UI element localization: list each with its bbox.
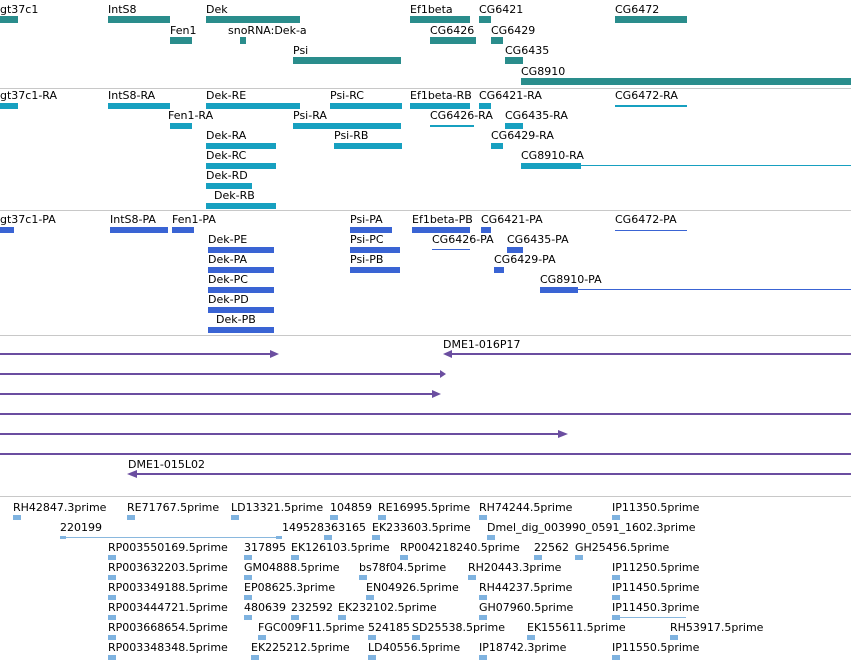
- est-label[interactable]: RH42847.3prime: [13, 501, 107, 514]
- clone-feature[interactable]: [0, 393, 434, 395]
- protein-label[interactable]: Dek-PD: [208, 293, 249, 306]
- est-feature[interactable]: [487, 535, 495, 540]
- est-label[interactable]: 480639: [244, 601, 286, 614]
- est-feature[interactable]: [612, 595, 620, 600]
- est-label[interactable]: IP11250.5prime: [612, 561, 700, 574]
- est-label[interactable]: LD40556.5prime: [368, 641, 461, 654]
- gene-label[interactable]: CG6435: [505, 44, 550, 57]
- transcript-label[interactable]: Dek-RA: [206, 129, 247, 142]
- clone-label[interactable]: DME1-016P17: [443, 338, 521, 351]
- protein-label[interactable]: CG6429-PA: [494, 253, 556, 266]
- gene-feature[interactable]: [615, 16, 687, 23]
- gene-feature[interactable]: [521, 78, 851, 85]
- transcript-feature[interactable]: [430, 125, 474, 127]
- gene-label[interactable]: CG6426: [430, 24, 475, 37]
- est-label[interactable]: 149528: [282, 521, 324, 534]
- protein-feature[interactable]: [350, 267, 400, 273]
- protein-label[interactable]: CG8910-PA: [540, 273, 602, 286]
- transcript-label[interactable]: Psi-RC: [330, 89, 364, 102]
- clone-arrowhead: [440, 370, 446, 378]
- protein-label[interactable]: CG6421-PA: [481, 213, 543, 226]
- transcript-feature[interactable]: [170, 123, 192, 129]
- transcript-feature[interactable]: [521, 163, 581, 169]
- est-label[interactable]: IP18742.3prime: [479, 641, 567, 654]
- est-feature[interactable]: [612, 515, 620, 520]
- est-feature[interactable]: [108, 615, 116, 620]
- transcript-label[interactable]: IntS8-RA: [108, 89, 156, 102]
- est-track: [0, 497, 851, 663]
- est-label[interactable]: RP003668654.5prime: [108, 621, 228, 634]
- transcript-label[interactable]: Dek-RB: [214, 189, 255, 202]
- clone-feature[interactable]: [0, 453, 851, 455]
- transcript-feature[interactable]: [491, 143, 503, 149]
- est-label[interactable]: 104859: [330, 501, 372, 514]
- est-label[interactable]: EK233603.5prime: [372, 521, 471, 534]
- est-line: [66, 537, 276, 538]
- est-feature[interactable]: [575, 555, 583, 560]
- gene-label[interactable]: CG6421: [479, 3, 524, 16]
- est-feature[interactable]: [366, 595, 374, 600]
- clone-arrowhead: [443, 350, 452, 358]
- est-feature[interactable]: [372, 535, 380, 540]
- gene-label[interactable]: Ef1beta: [410, 3, 453, 16]
- protein-label[interactable]: Dek-PC: [208, 273, 248, 286]
- est-feature[interactable]: [338, 615, 346, 620]
- transcript-intron-line: [581, 165, 851, 166]
- est-label[interactable]: 524185: [368, 621, 410, 634]
- est-feature[interactable]: [108, 575, 116, 580]
- est-label[interactable]: 220199: [60, 521, 102, 534]
- transcript-label[interactable]: CG6472-RA: [615, 89, 678, 102]
- est-feature[interactable]: [291, 615, 299, 620]
- est-label[interactable]: RP004218240.5prime: [400, 541, 520, 554]
- transcript-label[interactable]: Psi-RB: [334, 129, 369, 142]
- protein-label[interactable]: Psi-PC: [350, 233, 384, 246]
- gene-label[interactable]: CG6472: [615, 3, 660, 16]
- protein-label[interactable]: IntS8-PA: [110, 213, 156, 226]
- est-feature[interactable]: [244, 615, 252, 620]
- est-feature[interactable]: [324, 535, 332, 540]
- clone-feature[interactable]: [0, 413, 851, 415]
- est-feature[interactable]: [276, 536, 282, 539]
- gene-label[interactable]: CG8910: [521, 65, 566, 78]
- transcript-feature[interactable]: [108, 103, 170, 109]
- est-line: [620, 617, 686, 618]
- est-label[interactable]: EK232102.5prime: [338, 601, 437, 614]
- protein-feature[interactable]: [110, 227, 168, 233]
- est-feature[interactable]: [612, 615, 620, 620]
- protein-feature[interactable]: [0, 227, 14, 233]
- clone-arrowhead: [270, 350, 279, 358]
- est-label[interactable]: GH07960.5prime: [479, 601, 574, 614]
- protein-label[interactable]: Psi-PB: [350, 253, 384, 266]
- est-feature[interactable]: [468, 575, 476, 580]
- protein-label[interactable]: gt37c1-PA: [0, 213, 56, 226]
- protein-track: [0, 211, 851, 335]
- est-label[interactable]: GH25456.5prime: [575, 541, 670, 554]
- transcript-feature[interactable]: [615, 105, 687, 107]
- est-label[interactable]: RP003349188.5prime: [108, 581, 228, 594]
- est-feature[interactable]: [534, 555, 542, 560]
- transcript-label[interactable]: gt37c1-RA: [0, 89, 58, 102]
- est-feature[interactable]: [612, 655, 620, 660]
- est-feature[interactable]: [527, 635, 535, 640]
- est-feature[interactable]: [258, 635, 266, 640]
- est-label[interactable]: EP08625.3prime: [244, 581, 336, 594]
- transcript-label[interactable]: Dek-RD: [206, 169, 248, 182]
- gene-feature[interactable]: [0, 16, 18, 23]
- est-label[interactable]: 22562: [534, 541, 569, 554]
- transcript-label[interactable]: Dek-RE: [206, 89, 247, 102]
- transcript-label[interactable]: Psi-RA: [293, 109, 327, 122]
- protein-label[interactable]: Dek-PB: [216, 313, 256, 326]
- est-feature[interactable]: [244, 595, 252, 600]
- est-label[interactable]: 317895: [244, 541, 286, 554]
- gene-label[interactable]: IntS8: [108, 3, 137, 16]
- gene-label[interactable]: Fen1: [170, 24, 197, 37]
- est-feature[interactable]: [244, 575, 252, 580]
- est-label[interactable]: EK155611.5prime: [527, 621, 626, 634]
- est-feature[interactable]: [108, 635, 116, 640]
- gene-label[interactable]: snoRNA:Dek-a: [228, 24, 307, 37]
- protein-label[interactable]: CG6435-PA: [507, 233, 569, 246]
- est-label[interactable]: IP11450.3prime: [612, 601, 700, 614]
- est-label[interactable]: RP003444721.5prime: [108, 601, 228, 614]
- clone-feature[interactable]: [0, 373, 442, 375]
- transcript-feature[interactable]: [334, 143, 402, 149]
- est-feature[interactable]: [368, 655, 376, 660]
- est-feature[interactable]: [400, 555, 408, 560]
- gene-feature[interactable]: [108, 16, 170, 23]
- transcript-label[interactable]: Dek-RC: [206, 149, 247, 162]
- clone-feature[interactable]: [0, 433, 560, 435]
- est-feature[interactable]: [108, 595, 116, 600]
- protein-label[interactable]: Dek-PE: [208, 233, 248, 246]
- est-feature[interactable]: [251, 655, 259, 660]
- transcript-feature[interactable]: [0, 103, 18, 109]
- gene-feature[interactable]: [479, 16, 491, 23]
- est-label[interactable]: RH53917.5prime: [670, 621, 764, 634]
- est-label[interactable]: SD25538.5prime: [412, 621, 505, 634]
- gene-label[interactable]: CG6429: [491, 24, 536, 37]
- clone-arrowhead: [558, 430, 568, 438]
- transcript-label[interactable]: CG6429-RA: [491, 129, 554, 142]
- transcript-track: [0, 89, 851, 211]
- est-feature[interactable]: [291, 555, 299, 560]
- gene-feature[interactable]: [293, 57, 401, 64]
- est-feature[interactable]: [231, 515, 239, 520]
- est-label[interactable]: IP11550.5prime: [612, 641, 700, 654]
- transcript-label[interactable]: Fen1-RA: [168, 109, 214, 122]
- protein-label[interactable]: Psi-PA: [350, 213, 383, 226]
- est-label[interactable]: RH74244.5prime: [479, 501, 573, 514]
- est-feature[interactable]: [479, 515, 487, 520]
- gene-feature[interactable]: [505, 57, 523, 64]
- est-feature[interactable]: [127, 515, 135, 520]
- est-feature[interactable]: [412, 635, 420, 640]
- transcript-label[interactable]: CG6435-RA: [505, 109, 568, 122]
- gene-feature[interactable]: [491, 37, 503, 44]
- est-feature[interactable]: [368, 635, 376, 640]
- gene-track: [0, 0, 851, 88]
- transcript-label[interactable]: CG6421-RA: [479, 89, 542, 102]
- transcript-label[interactable]: Ef1beta-RB: [410, 89, 472, 102]
- est-label[interactable]: GM04888.5prime: [244, 561, 340, 574]
- transcript-feature[interactable]: [206, 103, 300, 109]
- protein-label[interactable]: CG6472-PA: [615, 213, 677, 226]
- gene-feature[interactable]: [240, 37, 246, 44]
- est-feature[interactable]: [244, 555, 252, 560]
- clone-arrowhead: [127, 470, 137, 478]
- protein-feature[interactable]: [615, 230, 687, 231]
- gene-feature[interactable]: [430, 37, 476, 44]
- gene-feature[interactable]: [410, 16, 470, 23]
- transcript-label[interactable]: CG6426-RA: [430, 109, 493, 122]
- protein-feature[interactable]: [172, 227, 194, 233]
- est-label[interactable]: LD13321.5prime: [231, 501, 324, 514]
- est-label[interactable]: 363165: [324, 521, 366, 534]
- est-label[interactable]: RP003348348.5prime: [108, 641, 228, 654]
- transcript-label[interactable]: CG8910-RA: [521, 149, 584, 162]
- est-feature[interactable]: [670, 635, 678, 640]
- gene-feature[interactable]: [170, 37, 192, 44]
- est-label[interactable]: EK225212.5prime: [251, 641, 350, 654]
- gene-label[interactable]: Psi: [293, 44, 309, 57]
- est-feature[interactable]: [13, 515, 21, 520]
- clone-label[interactable]: DME1-015L02: [128, 458, 205, 471]
- est-feature[interactable]: [479, 595, 487, 600]
- est-label[interactable]: RP003632203.5prime: [108, 561, 228, 574]
- protein-label[interactable]: Fen1-PA: [172, 213, 216, 226]
- transcript-feature[interactable]: [330, 103, 402, 109]
- clone-arrowhead: [432, 390, 441, 398]
- est-label[interactable]: EK126103.5prime: [291, 541, 390, 554]
- est-label[interactable]: RH20443.3prime: [468, 561, 562, 574]
- gene-label[interactable]: Dek: [206, 3, 228, 16]
- gene-label[interactable]: gt37c1: [0, 3, 39, 16]
- est-feature[interactable]: [612, 575, 620, 580]
- gene-feature[interactable]: [206, 16, 300, 23]
- protein-feature[interactable]: [432, 249, 470, 250]
- protein-label[interactable]: Ef1beta-PB: [412, 213, 473, 226]
- est-label[interactable]: RE71767.5prime: [127, 501, 220, 514]
- clone-feature[interactable]: [0, 353, 272, 355]
- est-label[interactable]: 232592: [291, 601, 333, 614]
- est-feature[interactable]: [479, 615, 487, 620]
- est-label[interactable]: RE16995.5prime: [378, 501, 471, 514]
- protein-label[interactable]: Dek-PA: [208, 253, 248, 266]
- est-feature[interactable]: [378, 515, 386, 520]
- est-label[interactable]: IP11450.5prime: [612, 581, 700, 594]
- protein-feature[interactable]: [494, 267, 504, 273]
- est-feature[interactable]: [479, 655, 487, 660]
- est-label[interactable]: Dmel_dig_003990_0591_1602.3prime: [487, 521, 696, 534]
- clone-feature[interactable]: [452, 353, 851, 355]
- est-label[interactable]: EN04926.5prime: [366, 581, 459, 594]
- protein-label[interactable]: CG6426-PA: [432, 233, 494, 246]
- est-label[interactable]: IP11350.5prime: [612, 501, 700, 514]
- est-feature[interactable]: [108, 655, 116, 660]
- est-feature[interactable]: [108, 555, 116, 560]
- est-feature[interactable]: [330, 515, 338, 520]
- clone-feature[interactable]: [136, 473, 851, 475]
- est-label[interactable]: RP003550169.5prime: [108, 541, 228, 554]
- est-label[interactable]: RH44237.5prime: [479, 581, 573, 594]
- protein-feature[interactable]: [208, 327, 274, 333]
- protein-intron-line: [578, 289, 851, 290]
- est-label[interactable]: bs78f04.5prime: [359, 561, 447, 574]
- transcript-feature[interactable]: [206, 203, 276, 209]
- est-feature[interactable]: [359, 575, 367, 580]
- clone-track: [0, 336, 851, 496]
- est-label[interactable]: FGC009F11.5prime: [258, 621, 365, 634]
- protein-feature[interactable]: [540, 287, 578, 293]
